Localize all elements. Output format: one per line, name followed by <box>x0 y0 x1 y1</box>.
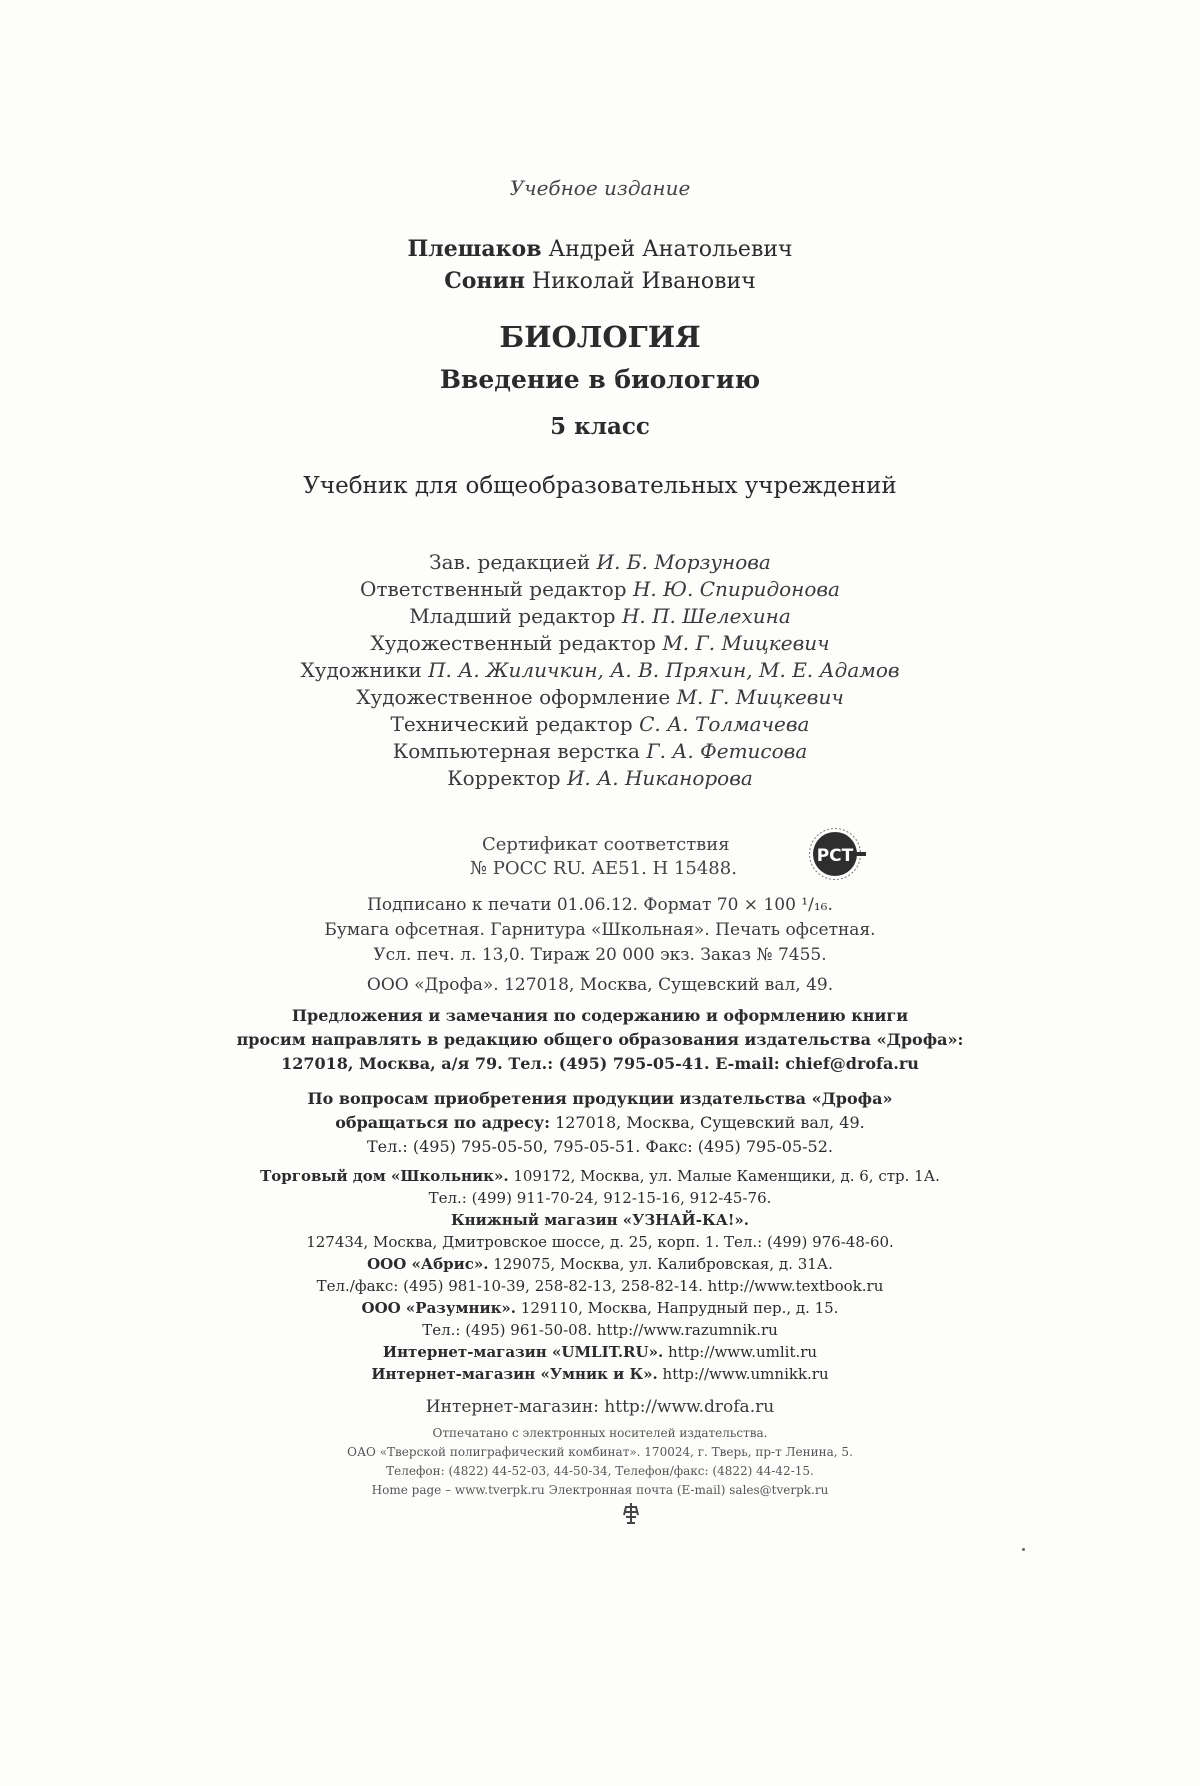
paper-line: Бумага офсетная. Гарнитура «Школьная». Печать офсетная. <box>324 920 876 940</box>
credit-line <box>0 631 1200 655</box>
certification-mark-icon <box>806 824 868 884</box>
print-run-line: Усл. печ. л. 13,0. Тираж 20 000 экз. Заказ № 7455. <box>373 945 827 965</box>
purchase-line: По вопросам приобретения продукции издательства «Дрофа» <box>307 1089 893 1108</box>
publisher-address: ООО «Дрофа». 127018, Москва, Сущевский вал, 49. <box>366 975 834 995</box>
purchase-phones: Тел.: (495) 795-05-50, 795-05-51. Факс: (495) 795-05-52. <box>367 1137 833 1156</box>
credit-name: П. А. Жиличкин, А. В. Пряхин, М. Е. Адамов <box>428 658 900 682</box>
credit-role: Художественное оформление <box>356 685 671 709</box>
author-given-name: Андрей Анатольевич <box>548 237 793 262</box>
online-store-line: Интернет-магазин: http://www.drofa.ru <box>425 1397 775 1417</box>
printer-line: ОАО «Тверской полиграфический комбинат». 170024, г. Тверь, пр-т Ленина, 5. <box>347 1445 853 1459</box>
author-given-name: Николай Иванович <box>531 269 756 294</box>
credit-role: Младший редактор <box>409 604 616 628</box>
proposals-contacts: 127018, Москва, а/я 79. Тел.: (495) 795-05-41. E-mail: chief@drofa.ru <box>281 1054 919 1073</box>
store-line <box>0 1233 1200 1251</box>
purchase-address-value: 127018, Москва, Сущевский вал, 49. <box>549 1113 865 1132</box>
store-name: Книжный магазин «УЗНАЙ-КА!». <box>450 1211 749 1229</box>
store-line <box>0 1321 1200 1339</box>
credit-line <box>0 739 1200 763</box>
credit-line <box>0 550 1200 574</box>
credit-name: Г. А. Фетисова <box>646 739 808 763</box>
store-details: 129075, Москва, ул. Калибровская, д. 31А. <box>488 1255 833 1273</box>
store-line <box>0 1343 1200 1361</box>
store-line <box>0 1189 1200 1207</box>
scan-speck <box>1022 1548 1025 1551</box>
certificate-line: Сертификат соответствия <box>482 834 730 855</box>
store-name: Интернет-магазин «UMLIT.RU». <box>382 1343 664 1361</box>
credit-line <box>0 712 1200 736</box>
book-title: БИОЛОГИЯ <box>499 320 701 354</box>
printer-line: Home page – www.tverpk.ru Электронная почта (E-mail) sales@tverpk.ru <box>371 1483 829 1497</box>
signed-line: Подписано к печати 01.06.12. Формат 70 × 100 ¹/₁₆. <box>367 895 833 915</box>
credit-name: М. Г. Мицкевич <box>662 631 830 655</box>
store-name: Торговый дом «Школьник». <box>260 1167 509 1185</box>
printer-emblem-icon <box>622 1502 640 1524</box>
credit-role: Технический редактор <box>390 712 633 736</box>
store-details: 109172, Москва, ул. Малые Каменщики, д. 6, стр. 1А. <box>508 1167 940 1185</box>
store-details: Тел.: (495) 961-50-08. http://www.razumnik.ru <box>422 1321 778 1339</box>
credit-line <box>0 658 1200 682</box>
credit-line <box>0 766 1200 790</box>
credit-name: М. Г. Мицкевич <box>676 685 844 709</box>
credit-role: Художники <box>300 658 422 682</box>
credit-role: Корректор <box>447 766 561 790</box>
credit-name: И. Б. Морзунова <box>596 550 771 574</box>
credit-name: Н. Ю. Спиридонова <box>632 577 840 601</box>
credit-role: Компьютерная верстка <box>392 739 640 763</box>
credit-name: Н. П. Шелехина <box>621 604 791 628</box>
certificate-number: № РОСС RU. АЕ51. Н 15488. <box>470 858 737 879</box>
grade-label: 5 класс <box>550 413 650 440</box>
store-line <box>0 1299 1200 1317</box>
author-surname: Плешаков <box>407 236 542 262</box>
store-details: http://www.umnikk.ru <box>657 1365 829 1383</box>
store-line <box>0 1211 1200 1229</box>
store-line <box>0 1167 1200 1185</box>
author-surname: Сонин <box>444 268 525 294</box>
book-description: Учебник для общеобразовательных учреждений <box>303 473 897 499</box>
store-name: ООО «Абрис». <box>367 1255 489 1273</box>
store-name: ООО «Разумник». <box>361 1299 517 1317</box>
author-line <box>0 236 1200 262</box>
printer-line: Телефон: (4822) 44-52-03, 44-50-34, Телефон/факс: (4822) 44-42-15. <box>386 1464 814 1478</box>
credit-line <box>0 577 1200 601</box>
book-subtitle: Введение в биологию <box>439 365 761 394</box>
credit-name: И. А. Никанорова <box>566 766 753 790</box>
credit-line <box>0 604 1200 628</box>
certification-mark-text: РСТ <box>816 846 854 866</box>
store-details: http://www.umlit.ru <box>663 1343 818 1361</box>
purchase-address-label: обращаться по адресу: <box>335 1113 550 1132</box>
credit-role: Художественный редактор <box>370 631 656 655</box>
author-line <box>0 268 1200 294</box>
credit-role: Ответственный редактор <box>360 577 627 601</box>
printer-line: Отпечатано с электронных носителей издательства. <box>432 1426 768 1440</box>
store-details: Тел./факс: (495) 981-10-39, 258-82-13, 258-82-14. http://www.textbook.ru <box>316 1277 884 1295</box>
proposals-line: просим направлять в редакцию общего образования издательства «Дрофа»: <box>236 1030 964 1049</box>
store-line <box>0 1365 1200 1383</box>
store-details: Тел.: (499) 911-70-24, 912-15-16, 912-45-76. <box>428 1189 772 1207</box>
store-details: 127434, Москва, Дмитровское шоссе, д. 25, корп. 1. Тел.: (499) 976-48-60. <box>306 1233 894 1251</box>
edition-type: Учебное издание <box>509 176 691 200</box>
credit-role: Зав. редакцией <box>429 550 591 574</box>
purchase-address <box>0 1113 1200 1132</box>
proposals-line: Предложения и замечания по содержанию и оформлению книги <box>291 1006 909 1025</box>
store-line <box>0 1277 1200 1295</box>
store-name: Интернет-магазин «Умник и К». <box>371 1365 658 1383</box>
store-details: 129110, Москва, Напрудный пер., д. 15. <box>516 1299 839 1317</box>
credit-line <box>0 685 1200 709</box>
credit-name: С. А. Толмачева <box>639 712 810 736</box>
store-line <box>0 1255 1200 1273</box>
